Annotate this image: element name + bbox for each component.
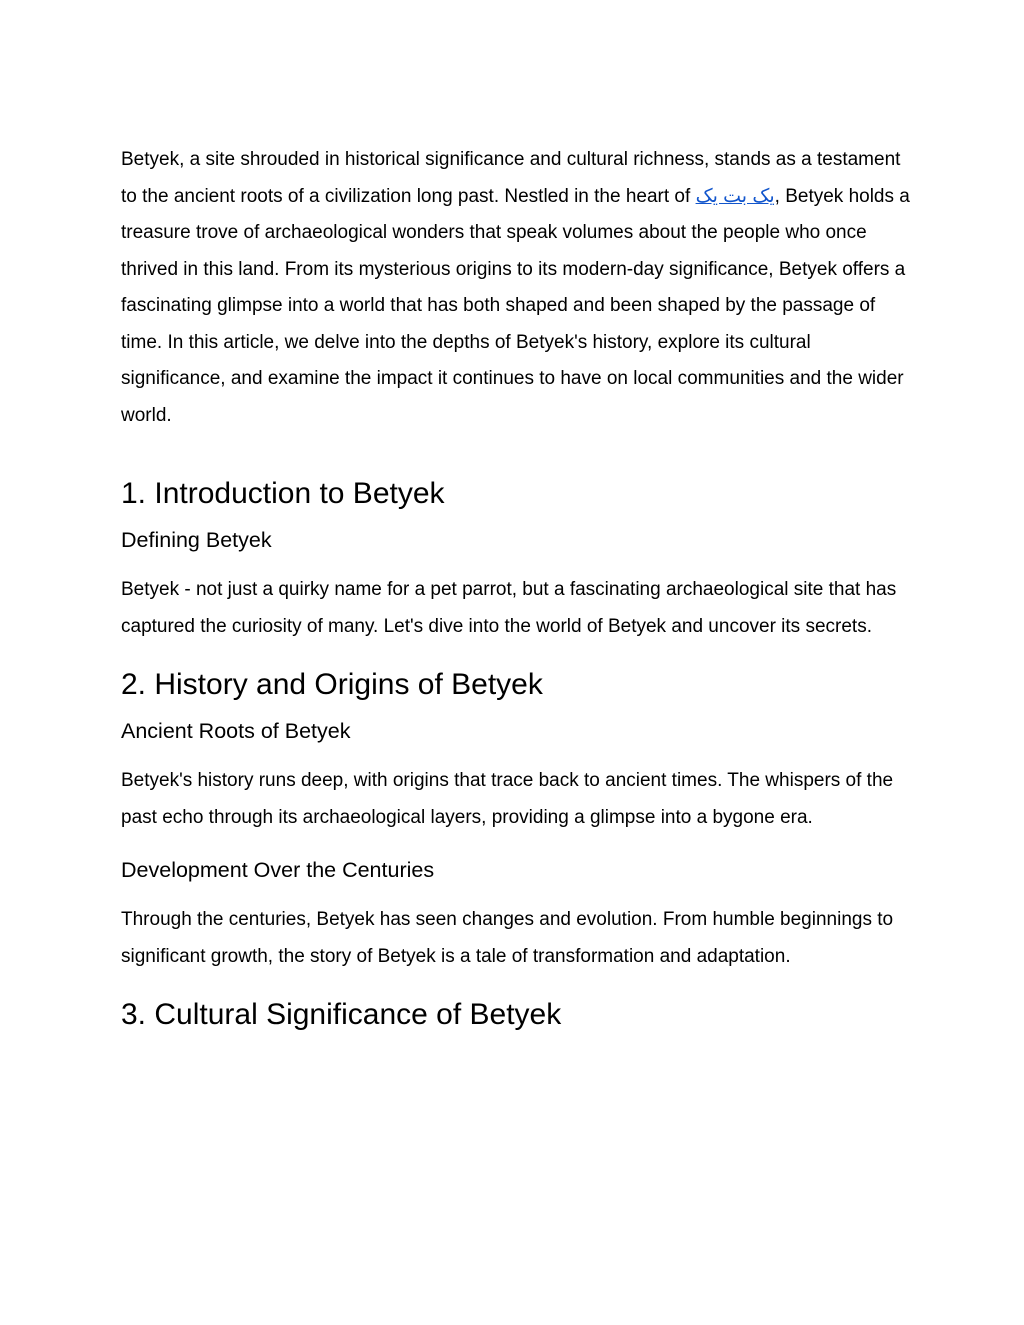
- intro-text-before-link: Betyek, a site shrouded in historical significance and cultural richness, stands as a testament to the ancient roots of a civilization long past. Nestled in the heart of: [121, 149, 901, 207]
- section-1-heading: 1. Introduction to Betyek: [121, 477, 445, 510]
- section-2-subheading-1: Ancient Roots of Betyek: [121, 719, 351, 743]
- section-2-paragraph-1: Betyek's history runs deep, with origins that trace back to ancient times. The whispers of the past echo through its archaeological layers, providing a glimpse into a bygone era.: [121, 770, 894, 828]
- section-1-subheading-1: Defining Betyek: [121, 528, 272, 552]
- section-2-heading: 2. History and Origins of Betyek: [121, 668, 543, 701]
- intro-link[interactable]: یک بت یک: [695, 185, 775, 207]
- section-2-subheading-2: Development Over the Centuries: [121, 858, 435, 882]
- section-3-heading: 3. Cultural Significance of Betyek: [121, 998, 562, 1031]
- section-1-paragraph-1: Betyek - not just a quirky name for a pet parrot, but a fascinating archaeological site that has captured the curiosity of many. Let's dive into the world of Betyek and uncover its secrets.: [121, 579, 897, 637]
- intro-text-after-link: , Betyek holds a treasure trove of archaeological wonders that speak volumes about the people who once thrived in this land. From its mysterious origins to its modern-day significance, Betyek offers a fascinating glimpse into a world that has both shaped and been shaped by the passage of time. In this article, we delve into the depths of Betyek's history, explore its cultural significance, and examine the impact it continues to have on local communities and the wider world.: [121, 185, 910, 426]
- section-2-paragraph-2: Through the centuries, Betyek has seen changes and evolution. From humble beginnings to significant growth, the story of Betyek is a tale of transformation and adaptation.: [121, 909, 894, 967]
- document-page: [121, 142, 911, 1037]
- intro-paragraph: [121, 142, 911, 434]
